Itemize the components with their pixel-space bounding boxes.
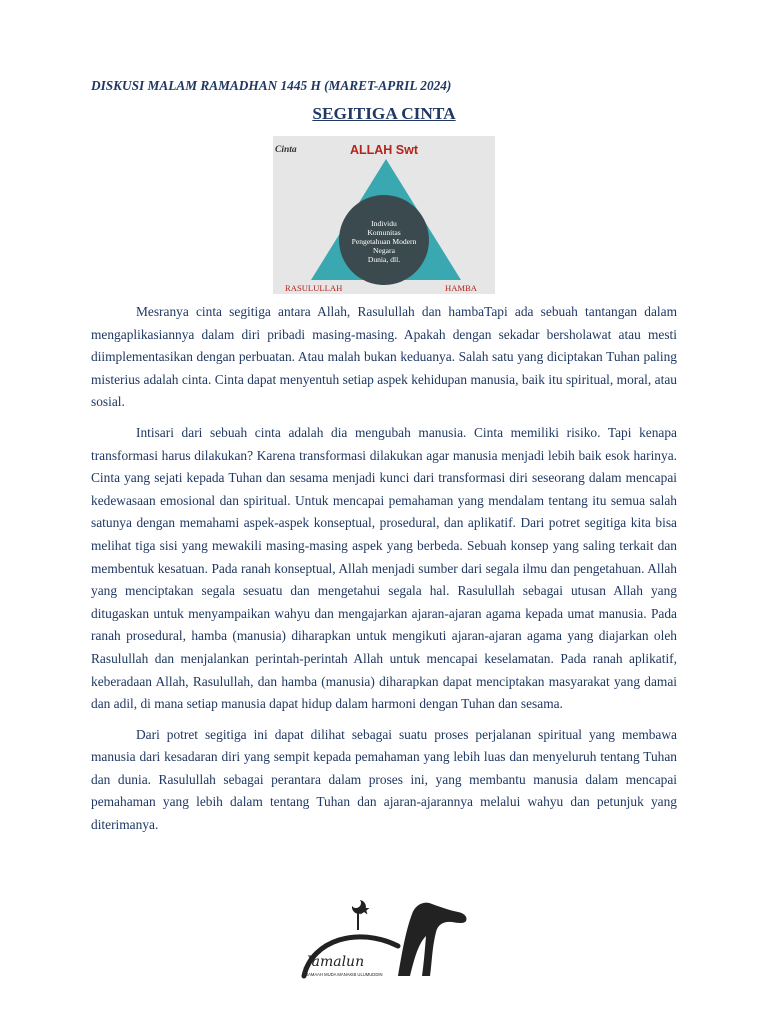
document-title: SEGITIGA CINTA [312,104,456,123]
paragraph-3: Dari potret segitiga ini dapat dilihat sebagai suatu proses perjalanan spiritual yang membawa manusia dari kesadaran diri yang sempit kepada pemahaman yang lebih luas dan menyeluruh tentang Tuhan dan dunia. Rasulullah sebagai perantara dalam proses ini, yang membantu manusia dalam mencapai pemahaman yang lebih dalam tentang Tuhan dan ajaran-ajarannya melalui wahyu dan petunjuk yang diterimanya. [91,726,677,833]
allah-label: ALLAH Swt [349,143,419,157]
love-triangle-diagram [273,136,495,294]
paragraph-1: Mesranya cinta segitiga antara Allah, Rasulullah dan hambaTapi ada sebuah tantangan dalam mengaplikasiannya dalam diri pribadi masing-masing. Apakah dengan sekadar bersholawat atau mesti diimplementasikan dengan perbuatan. Atau malah bukan keduanya. Salah satu yang diciptakan Tuhan paling misterius adalah cinta. Cinta dapat menyentuh setiap aspek kehidupan manusia, baik itu spiritual, moral, atau sosial. [91,304,677,410]
logo-wordmark: Jamalun [306,954,365,970]
rasulullah-label: RASULULLAH [285,283,343,293]
center-line-2: Komunitas [367,228,401,237]
center-line-4: Negara [373,246,395,255]
body-text [91,301,677,845]
center-line-1: Individu [371,219,397,228]
center-line-3: Pengetahuan Modern [351,237,417,246]
jamalun-logo [298,896,470,980]
paragraph-2: Intisari dari sebuah cinta adalah dia mengubah manusia. Cinta memiliki risiko. Tapi kenapa transformasi harus dilakukan? Karena transformasi dilakukan agar manusia menjadi lebih baik esok harinya. Cinta yang sejati kepada Tuhan dan sesama menjadi kunci dari transformasi diri seseorang dalam mencapai kedewasaan emosional dan spiritual. Untuk mencapai pemahaman yang mendalam tentang itu semua salah satunya dengan memahami aspek-aspek konseptual, prosedural, dan aplikatif. Dari potret segitiga kita bisa melihat tiga sisi yang mewakili masing-masing aspek yang berbeda. Sebuah konsep yang saling terkait dan membentuk kesatuan. Pada ranah konseptual, Allah menjadi sumber dari segala ilmu dan pengetahuan. Allah yang menciptakan segala sesuatu dan mengetahui segala hal. Rasulullah sebagai utusan Allah yang ditugaskan untuk menyampaikan wahyu dan mengajarkan ajaran-ajaran agama kepada umat manusia. Pada ranah prosedural, hamba (manusia) diharapkan untuk mengikuti ajaran-ajaran agama yang diajarkan oleh Rasulullah dan menjalankan perintah-perintah Allah untuk mencapai keselamatan. Pada ranah aplikatif, keberadaan Allah, Rasulullah, dan hamba (manusia) diharapkan dapat menciptakan masyarakat yang damai dan adil, di mana setiap manusia dapat hidup dalam harmoni dengan Tuhan dan sesama. [91,424,677,712]
logo-tagline: JAMAAH MUDA MANAKIB ULUMUDDIN [306,972,383,977]
camel-icon [398,903,467,976]
jamalun-logo-graphic [298,896,470,980]
hamba-label: HAMBA [445,283,477,293]
corner-label: Cinta [275,145,297,155]
document-header: DISKUSI MALAM RAMADHAN 1445 H (MARET-APRIL 2024) [91,78,452,93]
center-line-5: Dunia, dll. [367,255,401,264]
love-triangle-figure [273,136,495,294]
